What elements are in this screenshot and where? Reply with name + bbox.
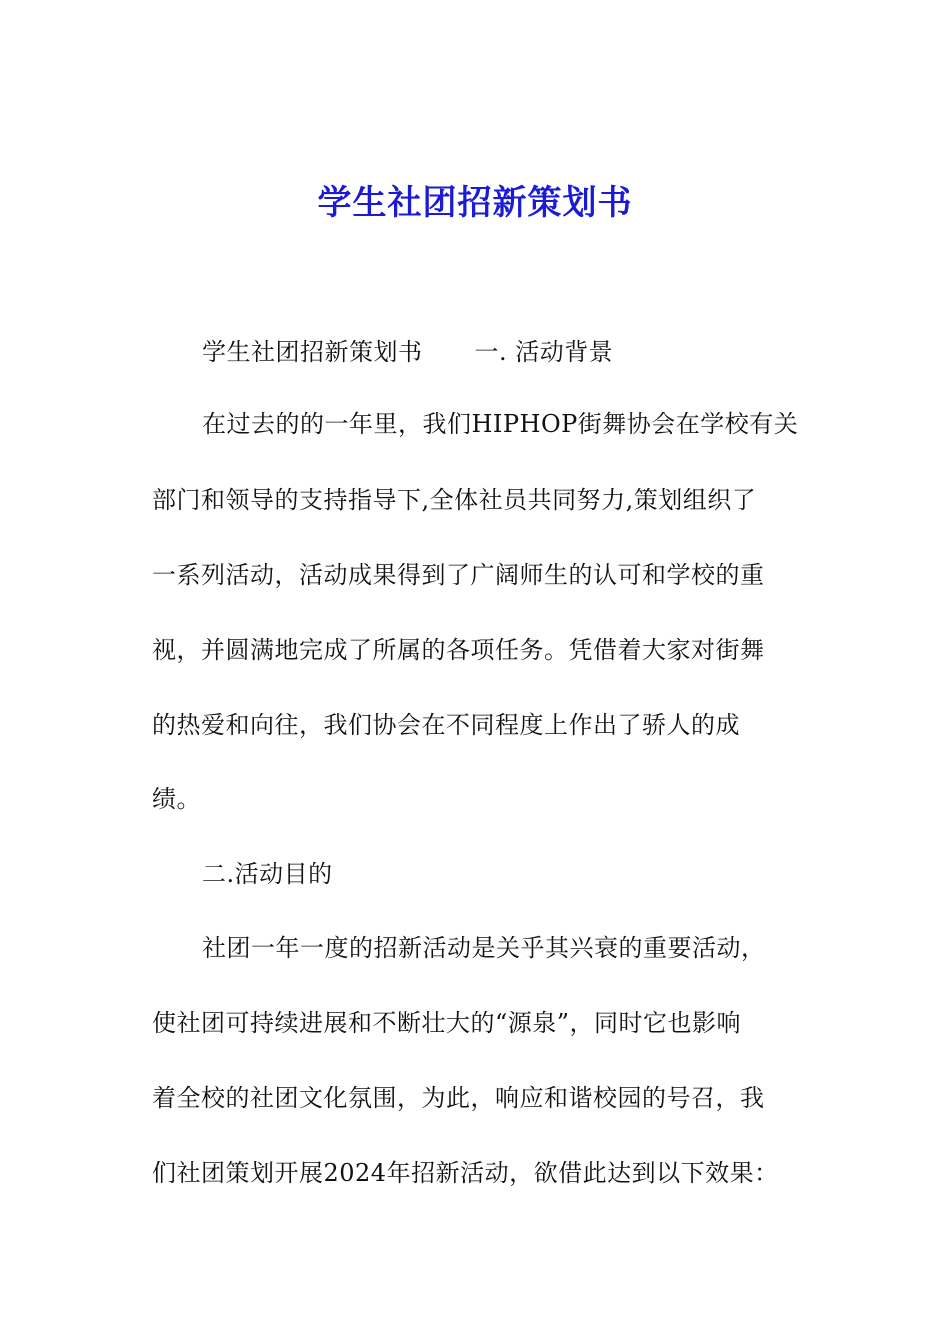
paragraph2-line: 社团一年一度的招新活动是关乎其兴衰的重要活动， — [202, 934, 766, 962]
paragraph2-line: 着全校的社团文化氛围，为此，响应和谐校园的号召，我 — [152, 1084, 765, 1112]
section2-heading: 二.活动目的 — [202, 860, 333, 888]
paragraph1-line: 在过去的的一年里，我们HIPHOP街舞协会在学校有关 — [202, 410, 799, 438]
paragraph2-line: 使社团可持续进展和不断壮大的“源泉”，同时它也影响 — [152, 1009, 742, 1037]
section1-heading: 一. 活动背景 — [474, 338, 614, 366]
document-title: 学生社团招新策划书 — [317, 183, 633, 223]
paragraph2-line: 们社团策划开展2024年招新活动，欲借此达到以下效果： — [152, 1159, 779, 1187]
paragraph1-line: 绩。 — [152, 785, 201, 813]
heading-line-title: 学生社团招新策划书 — [202, 338, 423, 366]
paragraph1-line: 的热爱和向往，我们协会在不同程度上作出了骄人的成 — [152, 711, 740, 739]
paragraph1-line: 一系列活动，活动成果得到了广阔师生的认可和学校的重 — [152, 561, 765, 589]
heading-line — [202, 334, 613, 370]
paragraph1-line: 视，并圆满地完成了所属的各项任务。凭借着大家对街舞 — [152, 636, 765, 664]
paragraph1-line: 部门和领导的支持指导下,全体社员共同努力,策划组织了 — [152, 486, 757, 514]
